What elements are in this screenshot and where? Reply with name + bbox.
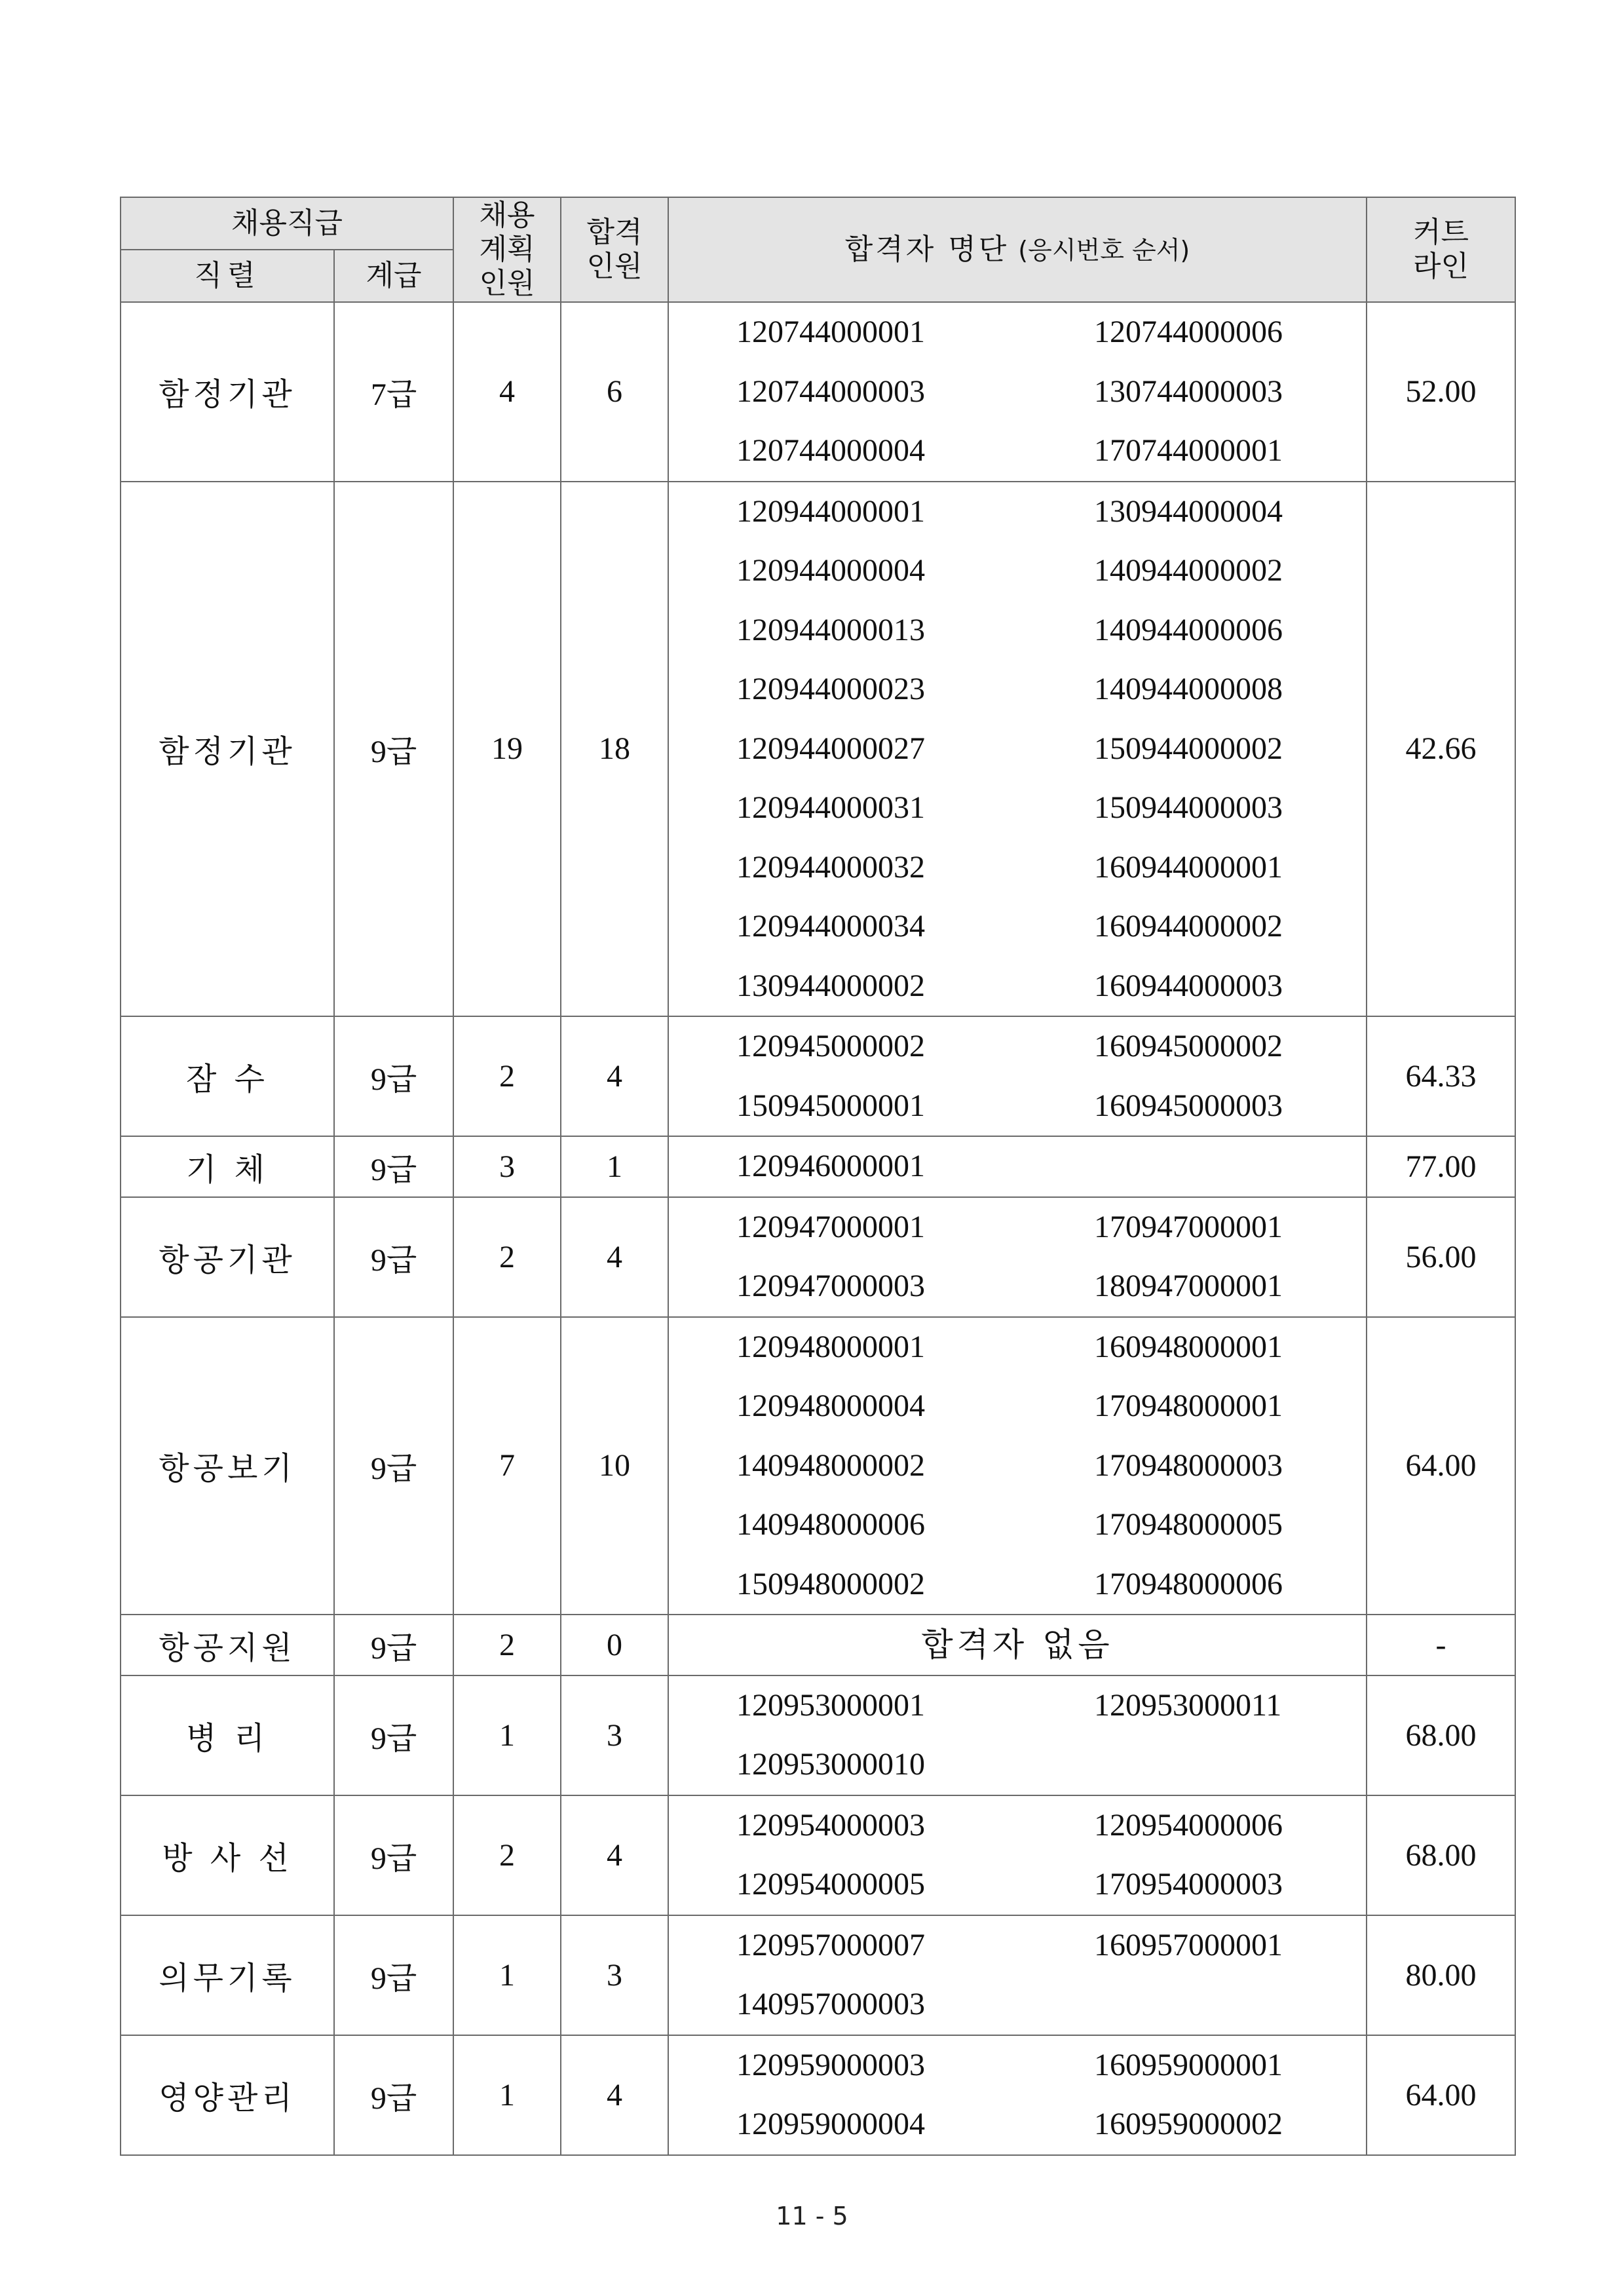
job-cell: 항공기관	[121, 1197, 334, 1317]
passer-list-cell	[668, 1016, 1367, 1136]
passer-id: 140948000006	[736, 1507, 926, 1542]
passer-id-grid	[669, 1916, 1366, 2035]
header-passed	[561, 197, 668, 302]
passer-list-cell	[668, 1915, 1367, 2035]
no-passers-text: 합격자 없음	[921, 1626, 1114, 1664]
table-row	[121, 1795, 1515, 1915]
cutline-cell: 64.00	[1367, 2035, 1515, 2155]
passed-count-cell: 3	[561, 1675, 668, 1795]
grade-cell: 9급	[334, 1615, 453, 1675]
passer-id: 160944000002	[1094, 909, 1283, 944]
passer-id	[1094, 1975, 1444, 2035]
passer-id-grid	[669, 1137, 1366, 1196]
passer-id: 120944000004	[736, 553, 926, 588]
passed-count-cell: 10	[561, 1317, 668, 1615]
passer-id: 160945000002	[1094, 1029, 1283, 1063]
passer-id: 140944000008	[1094, 672, 1283, 706]
table-row	[121, 1675, 1515, 1795]
passer-id-grid	[669, 1796, 1366, 1915]
cutline-cell: 52.00	[1367, 302, 1515, 482]
passer-id: 120744000006	[1094, 315, 1283, 349]
passer-id: 140948000002	[736, 1447, 926, 1483]
cutline-cell: 68.00	[1367, 1675, 1515, 1795]
passer-id: 120744000004	[736, 433, 926, 468]
header-cut-line-2: 라인	[1413, 250, 1469, 283]
job-cell: 방 사 선	[121, 1795, 334, 1915]
passer-id: 120948000001	[736, 1329, 926, 1364]
passer-id: 120944000023	[736, 672, 926, 706]
passer-id-grid	[669, 2036, 1366, 2154]
passer-id: 120944000032	[736, 849, 926, 885]
job-cell: 항공지원	[121, 1615, 334, 1675]
plan-count-cell: 2	[453, 1795, 561, 1915]
plan-count-cell: 3	[453, 1136, 561, 1197]
passer-id: 120945000002	[736, 1029, 926, 1063]
passer-id: 150948000002	[736, 1566, 926, 1601]
passer-id-grid	[669, 1017, 1366, 1136]
job-cell: 함정기관	[121, 302, 334, 482]
grade-cell: 9급	[334, 1016, 453, 1136]
passed-count-cell: 3	[561, 1915, 668, 2035]
passer-id: 120954000006	[1094, 1807, 1283, 1843]
passer-id: 120954000003	[736, 1807, 926, 1843]
passer-id: 170954000003	[1094, 1867, 1283, 1902]
passer-id: 120744000001	[736, 315, 926, 349]
cutline-cell: 42.66	[1367, 482, 1515, 1017]
passer-id: 130744000003	[1094, 373, 1283, 409]
table-body	[121, 302, 1515, 2155]
passed-count-cell: 4	[561, 1197, 668, 1317]
page-number: 11 - 5	[776, 2202, 848, 2230]
passer-list-cell	[668, 2035, 1367, 2155]
header-group-label: 채용직급	[121, 197, 453, 250]
passer-id: 120946000001	[736, 1149, 926, 1183]
passed-count-cell: 6	[561, 302, 668, 482]
table-row	[121, 1016, 1515, 1136]
grade-cell: 9급	[334, 1136, 453, 1197]
passer-id: 160944000001	[1094, 849, 1283, 885]
header-grade: 계급	[334, 250, 453, 302]
table-row	[121, 2035, 1515, 2155]
grade-cell: 9급	[334, 1795, 453, 1915]
passer-list-cell	[668, 1317, 1367, 1615]
header-cut-line-1: 커트	[1413, 216, 1469, 249]
passer-list-cell	[668, 1136, 1367, 1197]
passer-list-cell	[668, 302, 1367, 482]
plan-count-cell: 1	[453, 1915, 561, 2035]
plan-count-cell: 7	[453, 1317, 561, 1615]
passer-list-cell	[668, 482, 1367, 1017]
cutline-cell: 64.33	[1367, 1016, 1515, 1136]
passer-id: 140944000002	[1094, 553, 1283, 588]
passed-count-cell: 18	[561, 482, 668, 1017]
grade-cell: 9급	[334, 482, 453, 1017]
passer-id: 120954000005	[736, 1867, 926, 1902]
cutline-cell: 77.00	[1367, 1136, 1515, 1197]
passer-id: 120953000011	[1094, 1687, 1282, 1723]
passer-id: 140944000006	[1094, 612, 1283, 647]
header-passed-line-1: 합격	[586, 216, 643, 249]
results-table	[120, 197, 1516, 2156]
passer-id-grid	[669, 1676, 1366, 1795]
passer-id: 170948000006	[1094, 1566, 1283, 1601]
passer-id: 170948000005	[1094, 1507, 1283, 1542]
grade-cell: 9급	[334, 1915, 453, 2035]
cutline-cell: 64.00	[1367, 1317, 1515, 1615]
cutline-cell: 80.00	[1367, 1915, 1515, 2035]
passer-id: 120947000001	[736, 1209, 926, 1244]
passer-list-cell	[668, 1197, 1367, 1317]
passer-id: 120947000003	[736, 1269, 926, 1303]
passer-list-cell	[668, 1615, 1367, 1675]
table-row	[121, 482, 1515, 1017]
passer-id	[1094, 1735, 1444, 1795]
passer-id: 170947000001	[1094, 1209, 1283, 1244]
header-plan-line-1: 채용	[479, 199, 535, 232]
passer-id: 120944000031	[736, 790, 926, 825]
passer-id: 120953000010	[736, 1747, 926, 1782]
job-cell: 잠 수	[121, 1016, 334, 1136]
table-row	[121, 1317, 1515, 1615]
job-cell: 항공보기	[121, 1317, 334, 1615]
plan-count-cell: 4	[453, 302, 561, 482]
passer-id: 120948000004	[736, 1388, 926, 1423]
job-cell: 기 체	[121, 1136, 334, 1197]
passer-id: 150945000001	[736, 1088, 926, 1123]
passer-id: 120959000004	[736, 2107, 926, 2141]
passer-id: 120944000034	[736, 909, 926, 944]
passer-id: 180947000001	[1094, 1269, 1283, 1303]
header-names-note: (응시번호 순서)	[1018, 235, 1190, 265]
passed-count-cell: 4	[561, 1016, 668, 1136]
table-row	[121, 1136, 1515, 1197]
passer-id-grid	[669, 482, 1366, 1016]
plan-count-cell: 1	[453, 1675, 561, 1795]
table-header	[121, 197, 1515, 302]
passed-count-cell: 4	[561, 2035, 668, 2155]
table-row	[121, 302, 1515, 482]
passed-count-cell: 0	[561, 1615, 668, 1675]
passer-id: 120957000007	[736, 1927, 926, 1962]
grade-cell: 9급	[334, 1317, 453, 1615]
passer-id: 160959000002	[1094, 2107, 1283, 2141]
header-plan	[453, 197, 561, 302]
cutline-cell: 68.00	[1367, 1795, 1515, 1915]
grade-cell: 9급	[334, 1675, 453, 1795]
header-cut	[1367, 197, 1515, 302]
passer-id: 120744000003	[736, 373, 926, 409]
passer-id: 130944000002	[736, 968, 926, 1003]
passer-id: 150944000002	[1094, 731, 1283, 766]
grade-cell: 9급	[334, 1197, 453, 1317]
passer-id: 160959000001	[1094, 2047, 1283, 2082]
plan-count-cell: 2	[453, 1615, 561, 1675]
passer-id: 160945000003	[1094, 1088, 1283, 1123]
passed-count-cell: 1	[561, 1136, 668, 1197]
passer-id: 170948000001	[1094, 1388, 1283, 1423]
cutline-cell: -	[1367, 1615, 1515, 1675]
plan-count-cell: 2	[453, 1016, 561, 1136]
passer-id: 140957000003	[736, 1987, 926, 2021]
passer-id	[1094, 1137, 1444, 1196]
passer-id: 130944000004	[1094, 493, 1283, 529]
table-row	[121, 1197, 1515, 1317]
grade-cell: 7급	[334, 302, 453, 482]
table-row	[121, 1915, 1515, 2035]
job-cell: 의무기록	[121, 1915, 334, 2035]
table-row	[121, 1615, 1515, 1675]
header-job: 직렬	[121, 250, 334, 302]
passer-id: 170948000003	[1094, 1447, 1283, 1483]
passer-list-cell	[668, 1795, 1367, 1915]
passer-id: 120959000003	[736, 2047, 926, 2082]
header-names-label: 합격자 명단	[844, 232, 1010, 266]
plan-count-cell: 1	[453, 2035, 561, 2155]
passer-id: 120944000013	[736, 612, 926, 647]
header-plan-line-2: 계획	[479, 233, 535, 266]
passer-id-grid	[669, 1318, 1366, 1615]
cutline-cell: 56.00	[1367, 1197, 1515, 1317]
passer-id-grid	[669, 1198, 1366, 1316]
job-cell: 함정기관	[121, 482, 334, 1017]
plan-count-cell: 19	[453, 482, 561, 1017]
passer-list-cell	[668, 1675, 1367, 1795]
header-plan-line-3: 인원	[479, 267, 535, 300]
passer-id: 150944000003	[1094, 790, 1283, 825]
grade-cell: 9급	[334, 2035, 453, 2155]
passer-id: 160948000001	[1094, 1329, 1283, 1364]
passer-id: 120944000001	[736, 493, 926, 529]
header-names	[668, 197, 1367, 302]
header-passed-line-2: 인원	[586, 250, 643, 283]
job-cell: 병 리	[121, 1675, 334, 1795]
passer-id: 170744000001	[1094, 433, 1283, 468]
job-cell: 영양관리	[121, 2035, 334, 2155]
passer-id: 120953000001	[736, 1687, 926, 1723]
passer-id: 120944000027	[736, 731, 926, 766]
passer-id: 160944000003	[1094, 968, 1283, 1003]
passer-id-grid	[669, 303, 1366, 481]
plan-count-cell: 2	[453, 1197, 561, 1317]
passed-count-cell: 4	[561, 1795, 668, 1915]
passer-id: 160957000001	[1094, 1927, 1283, 1962]
